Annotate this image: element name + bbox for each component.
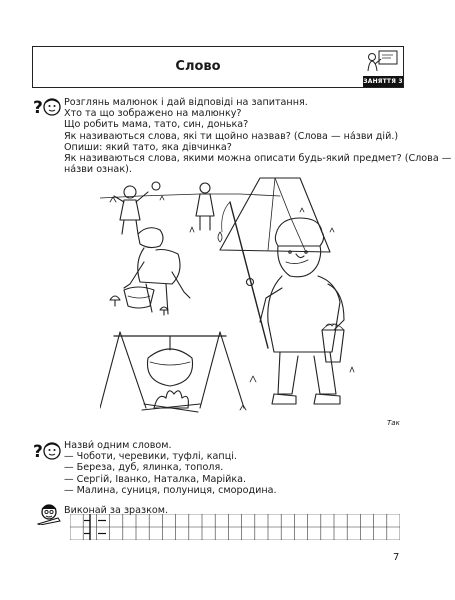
- page-number: 7: [393, 552, 400, 563]
- page-title: Слово: [175, 59, 221, 74]
- task1-line: Розглянь малюнок і дай відповіді на запитання.: [64, 97, 308, 108]
- task2-line: — Чоботи, черевики, туфлі, капці.: [64, 451, 237, 463]
- writing-grid[interactable]: [70, 514, 400, 540]
- task3-instruction: Виконай за зразком.: [64, 505, 169, 516]
- task1-line: на́зви ознак).: [64, 164, 132, 176]
- task1-line: Опиши: який тато, яка дівчинка?: [64, 141, 232, 153]
- lesson-header: [32, 46, 404, 88]
- task1-line: Хто та що зображено на малюнку?: [64, 108, 242, 120]
- task2-line: — Малина, суниця, полуниця, смородина.: [64, 484, 277, 496]
- illustrator-signature: Так: [387, 419, 400, 427]
- question-head-icon: [32, 440, 62, 462]
- lesson-board-icon: [365, 49, 399, 75]
- task2-line: — Береза, дуб, ялинка, тополя.: [64, 462, 224, 474]
- question-head-icon: [32, 96, 62, 118]
- task1-text: [64, 97, 451, 175]
- pencil-boy-icon: [36, 503, 62, 525]
- task1-line: Як називаються слова, якими можна описати будь-який предмет? (Слова —: [64, 153, 452, 165]
- task1-line: Як називаються слова, які ти щойно назвав? (Слова — на́зви дій.): [64, 130, 399, 142]
- picnic-illustration: [100, 172, 362, 422]
- task2-line: — Сергій, Іванко, Наталка, Марійка.: [64, 473, 247, 485]
- task2-line: Назви́ одним словом.: [64, 440, 172, 451]
- svg-text:?: ?: [33, 98, 43, 118]
- svg-text:?: ?: [33, 442, 43, 462]
- task2-text: [64, 440, 277, 496]
- lesson-label: ЗАНЯТТЯ 3: [363, 78, 403, 85]
- task1-line: Що робить мама, тато, син, донька?: [64, 119, 249, 131]
